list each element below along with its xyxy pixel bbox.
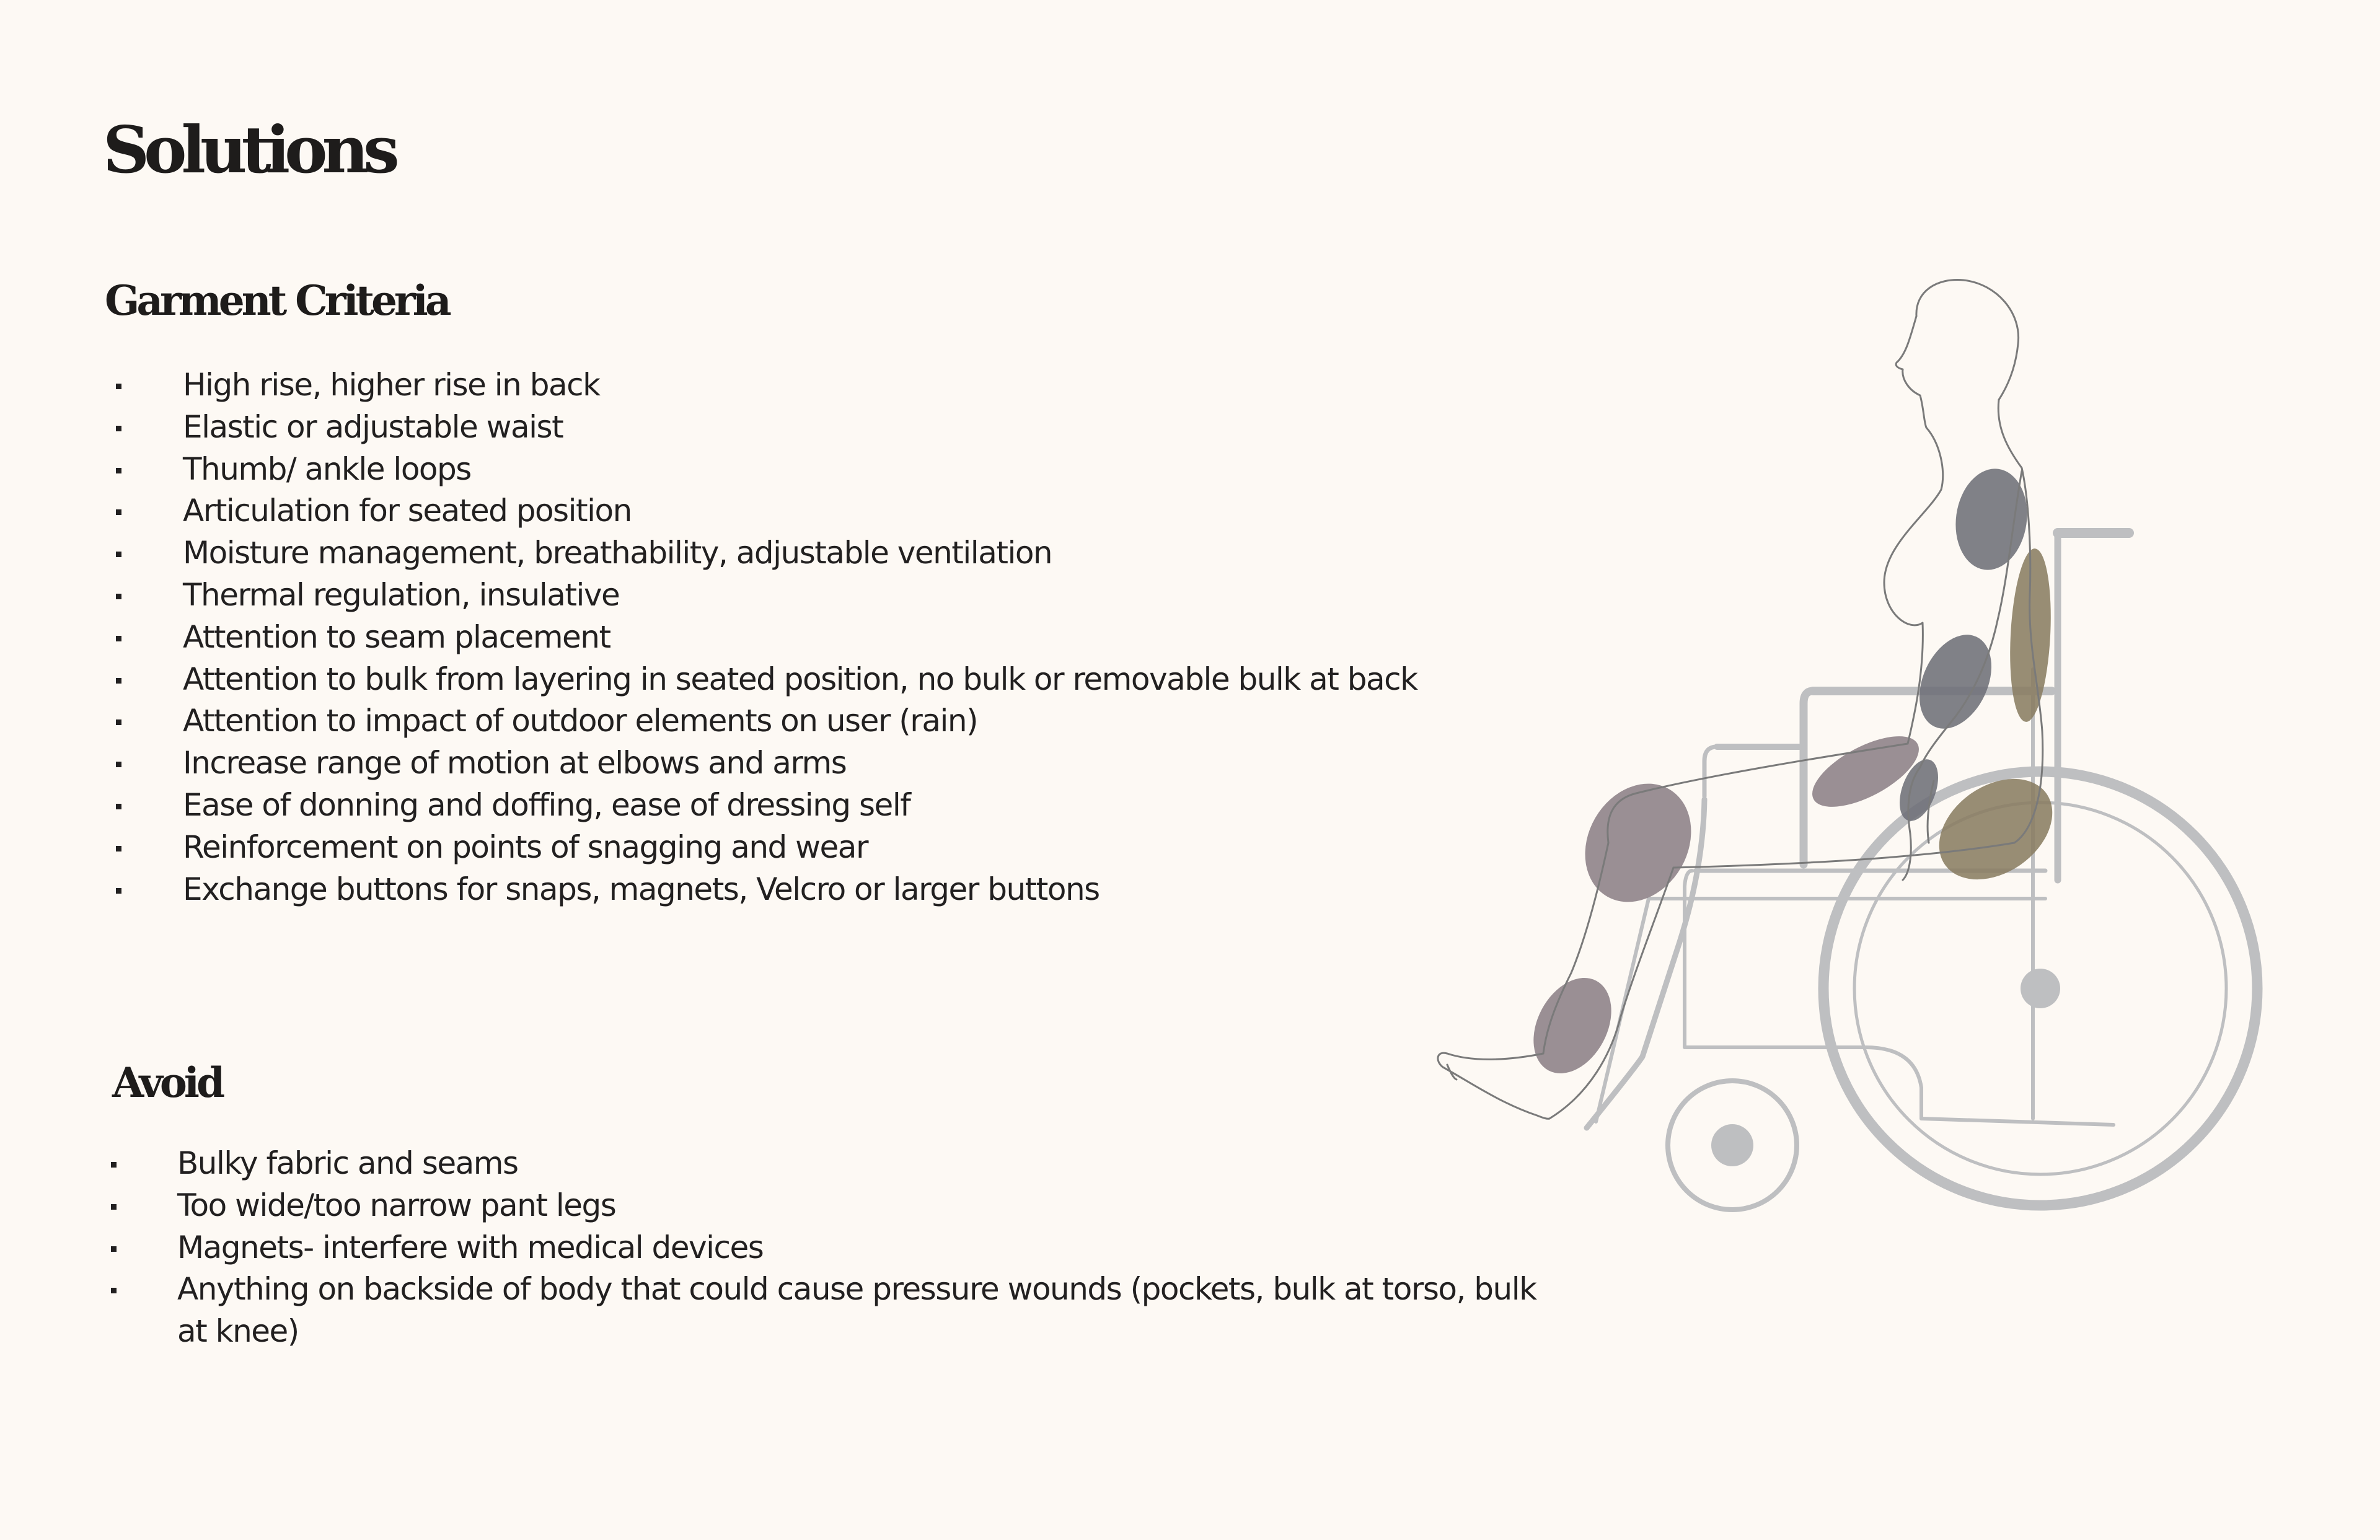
criteria-item: Thumb/ ankle loops (112, 449, 1417, 491)
shin-zone (1518, 964, 1627, 1086)
avoid-item: Anything on backside of body that could cause pressure wounds (pockets, bulk at torso, bulk at knee) (107, 1269, 1541, 1353)
page-title: Solutions (103, 112, 394, 188)
rear-wheel-hub (2021, 969, 2060, 1008)
avoid-item: Bulky fabric and seams (107, 1143, 1541, 1185)
criteria-item: Elastic or adjustable waist (112, 407, 1417, 449)
criteria-item: Exchange buttons for snaps, magnets, Velcro or larger buttons (112, 869, 1417, 911)
criteria-item: Attention to bulk from layering in seated position, no bulk or removable bulk at back (112, 659, 1417, 701)
criteria-item: Attention to impact of outdoor elements on user (rain) (112, 700, 1417, 742)
front-caster-hub (1711, 1124, 1753, 1166)
garment-criteria-heading: Garment Criteria (105, 276, 449, 325)
criteria-item: Articulation for seated position (112, 490, 1417, 532)
criteria-item: Attention to seam placement (112, 617, 1417, 659)
avoid-list (107, 1143, 1541, 1353)
criteria-item: High rise, higher rise in back (112, 364, 1417, 407)
wheelchair-figure-illustration (1426, 266, 2306, 1246)
avoid-item: Magnets- interfere with medical devices (107, 1227, 1541, 1269)
garment-criteria-list (112, 364, 1417, 910)
criteria-item: Ease of donning and doffing, ease of dressing self (112, 785, 1417, 827)
criteria-item: Increase range of motion at elbows and arms (112, 742, 1417, 785)
criteria-item: Thermal regulation, insulative (112, 574, 1417, 617)
criteria-item: Moisture management, breathability, adjustable ventilation (112, 532, 1417, 574)
avoid-heading: Avoid (112, 1058, 223, 1107)
avoid-item: Too wide/too narrow pant legs (107, 1185, 1541, 1227)
criteria-item: Reinforcement on points of snagging and wear (112, 827, 1417, 869)
